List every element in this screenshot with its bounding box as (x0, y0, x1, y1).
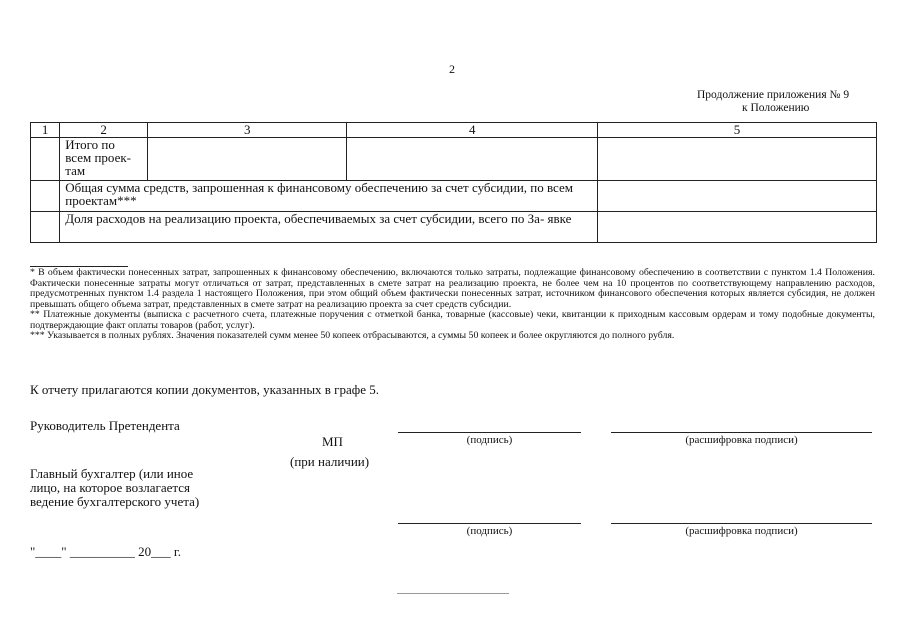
table-cell (31, 181, 60, 212)
head-label: Руководитель Претендента (30, 418, 180, 433)
table-cell (147, 138, 346, 181)
column-header-5: 5 (598, 123, 877, 138)
footnotes (30, 268, 875, 342)
table-cell (598, 181, 877, 212)
table-cell (598, 138, 877, 181)
column-header-1: 1 (31, 123, 60, 138)
footnote-2: ** Платежные документы (выписка с расчетного счета, платежные поручения с отметкой банка, товарные (кассовые) чеки, квитанции к приходным кассовым ордерам и тому подобные документы, подтверждающие факт оплаты товаров (работ, услуг). (30, 309, 875, 331)
attachment-note: К отчету прилагаются копии документов, указанных в графе 5. (30, 382, 379, 397)
accountant-label: Главный бухгалтер (или иное лицо, на которое возлагается ведение бухгалтерского учета) (30, 466, 200, 509)
table-row-total (31, 138, 877, 181)
date-line[interactable]: "____" __________ 20___ г. (30, 544, 181, 559)
footnote-3: *** Указывается в полных рублях. Значения показателей сумм менее 50 копеек отбрасываются, а суммы 50 копеек и более округляются до полного рубля. (30, 330, 675, 341)
table-row-sum-requested (31, 181, 877, 212)
table-header-row (31, 123, 877, 138)
page-number: 2 (449, 62, 455, 76)
head-decode-line[interactable] (611, 432, 872, 433)
continuation-subtitle: к Положению (742, 102, 810, 114)
share-expenses-label: Доля расходов на реализацию проекта, обеспечиваемых за счет субсидии, всего по За- явке (60, 212, 598, 243)
appendix-continuation (697, 89, 877, 115)
table-cell (598, 212, 877, 243)
accountant-signature-line[interactable] (398, 523, 581, 524)
page-bottom-rule (397, 593, 509, 594)
total-label-cell (60, 138, 148, 181)
column-header-2: 2 (60, 123, 148, 138)
accountant-signature-caption: (подпись) (466, 525, 513, 537)
continuation-title: Продолжение приложения № 9 (697, 89, 850, 101)
accountant-decode-line[interactable] (611, 523, 872, 524)
head-signature-caption: (подпись) (466, 434, 513, 446)
accountant-decode-caption: (расшифровка подписи) (685, 525, 798, 537)
table-cell (31, 212, 60, 243)
stamp-label: МП (322, 434, 343, 449)
column-header-3: 3 (147, 123, 346, 138)
head-signature-line[interactable] (398, 432, 581, 433)
stamp-note: (при наличии) (290, 454, 370, 469)
sum-requested-label: Общая сумма средств, запрошенная к финансовому обеспечению за счет субсидии, по всем проектам*** (60, 181, 598, 212)
table-cell (31, 138, 60, 181)
footnote-1: * В объем фактически понесенных затрат, запрошенных к финансовому обеспечению, включаются только затраты, подлежащие финансовому обеспечению в соответствии с пунктом 1.4 Положения. Фактически понесенные затраты могут отличаться от затрат, представленных в смете затрат на реализацию проекта, не более чем на 10 процентов по соответствующему направлению расходов, предусмотренных пунктом 1.4 раздела 1 настоящего Положения, при этом общий объем фактически понесенных затрат, источником финансового обеспечения которых является субсидия, не должен превышать общего объема затрат, представленных в смете затрат на реализацию проекта за счет средств субсидии. (30, 267, 875, 310)
column-header-4: 4 (347, 123, 598, 138)
report-table (30, 122, 877, 243)
table-row-share-expenses (31, 212, 877, 243)
total-label: Итого по всем проек- там (65, 137, 132, 178)
head-decode-caption: (расшифровка подписи) (685, 434, 798, 446)
table-cell (347, 138, 598, 181)
